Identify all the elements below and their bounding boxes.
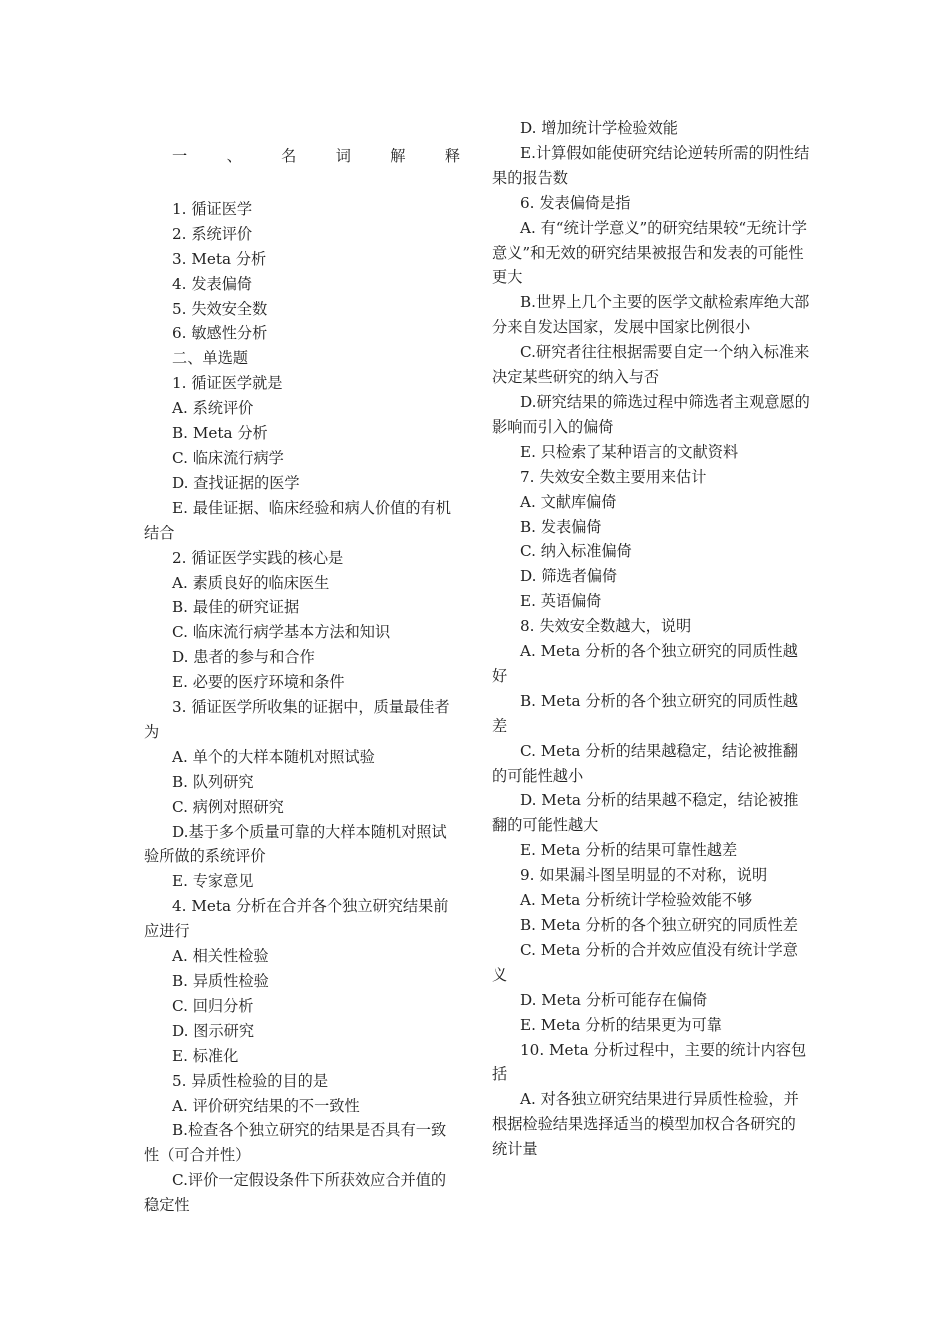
option: B. 最佳的研究证据 bbox=[172, 598, 300, 617]
option: E. 英语偏倚 bbox=[520, 592, 602, 611]
question: 5. 异质性检验的目的是 bbox=[172, 1071, 329, 1090]
option: A. 单个的大样本随机对照试验 bbox=[172, 747, 375, 766]
option: A. 素质良好的临床医生 bbox=[172, 573, 330, 592]
option: E. 标准化 bbox=[172, 1046, 239, 1065]
option: A. 系统评价 bbox=[172, 399, 254, 418]
option: D. Meta 分析可能存在偏倚 bbox=[520, 990, 708, 1009]
option: A. 对各独立研究结果进行异质性检验，并根据检验结果选择适当的模型加权合各研究的统计量 bbox=[492, 1090, 799, 1159]
option: C. 临床流行病学 bbox=[172, 448, 284, 467]
question: 9. 如果漏斗图呈明显的不对称，说明 bbox=[520, 866, 768, 885]
option: C. Meta 分析的合并效应值没有统计学意义 bbox=[492, 940, 798, 984]
option: E. 只检索了某种语言的文献资料 bbox=[520, 442, 739, 461]
option: D. 患者的参与和合作 bbox=[172, 648, 315, 667]
option: C. 回归分析 bbox=[172, 996, 254, 1015]
left-column bbox=[144, 144, 460, 1218]
option: B.检查各个独立研究的结果是否具有一致性（可合并性） bbox=[144, 1121, 447, 1165]
option: D.研究结果的筛选过程中筛选者主观意愿的影响而引入的偏倚 bbox=[492, 392, 810, 436]
section-heading-terms bbox=[144, 144, 460, 169]
option: B. Meta 分析的各个独立研究的同质性差 bbox=[520, 916, 798, 934]
option: C. 病例对照研究 bbox=[172, 797, 284, 816]
option: C. Meta 分析的结果越稳定，结论被推翻的可能性越小 bbox=[492, 741, 798, 785]
question: 4. Meta 分析在合并各个独立研究结果前应进行 bbox=[144, 897, 449, 941]
option: D. Meta 分析的结果越不稳定，结论被推翻的可能性越大 bbox=[492, 791, 799, 835]
heading-char: 、 bbox=[226, 147, 242, 165]
term-item: 3. Meta 分析 bbox=[172, 249, 267, 268]
option: C. 临床流行病学基本方法和知识 bbox=[172, 623, 391, 642]
option: E. Meta 分析的结果可靠性越差 bbox=[520, 841, 738, 860]
option: E.计算假如能使研究结论逆转所需的阴性结果的报告数 bbox=[492, 143, 810, 187]
term-item: 1. 循证医学 bbox=[172, 199, 253, 218]
term-item: 4. 发表偏倚 bbox=[172, 274, 253, 293]
heading-char: 一 bbox=[172, 147, 188, 165]
question: 6. 发表偏倚是指 bbox=[520, 193, 631, 212]
question: 7. 失效安全数主要用来估计 bbox=[520, 467, 707, 486]
question: 3. 循证医学所收集的证据中，质量最佳者为 bbox=[144, 698, 450, 741]
option: B. 异质性检验 bbox=[172, 972, 269, 990]
option: B. 队列研究 bbox=[172, 772, 254, 791]
option: E. 专家意见 bbox=[172, 872, 254, 891]
question: 2. 循证医学实践的核心是 bbox=[172, 548, 344, 567]
heading-char: 词 bbox=[335, 147, 351, 165]
heading-char: 名 bbox=[281, 147, 297, 165]
option: D.基于多个质量可靠的大样本随机对照试验所做的系统评价 bbox=[144, 822, 447, 866]
option: E. 最佳证据、临床经验和病人价值的有机结合 bbox=[144, 498, 451, 542]
option: A. Meta 分析的各个独立研究的同质性越好 bbox=[492, 642, 798, 685]
term-item: 2. 系统评价 bbox=[172, 224, 253, 243]
option: C.研究者往往根据需要自定一个纳入标准来决定某些研究的纳入与否 bbox=[492, 343, 810, 387]
right-column bbox=[492, 116, 810, 1162]
question: 1. 循证医学就是 bbox=[172, 374, 283, 393]
option: E. 必要的医疗环境和条件 bbox=[172, 673, 345, 692]
option: B. Meta 分析 bbox=[172, 424, 268, 443]
option: B. Meta 分析的各个独立研究的同质性越差 bbox=[492, 691, 798, 735]
question: 8. 失效安全数越大，说明 bbox=[520, 617, 692, 636]
question: 10. Meta 分析过程中，主要的统计内容包括 bbox=[492, 1040, 807, 1084]
term-item: 5. 失效安全数 bbox=[172, 299, 268, 318]
option: C.评价一定假设条件下所获效应合并值的稳定性 bbox=[144, 1171, 447, 1215]
option: A. 评价研究结果的不一致性 bbox=[172, 1096, 360, 1115]
option: A. Meta 分析统计学检验效能不够 bbox=[520, 891, 753, 910]
term-item: 6. 敏感性分析 bbox=[172, 324, 268, 343]
heading-char: 释 bbox=[444, 147, 460, 165]
spacer bbox=[144, 169, 460, 197]
option: E. Meta 分析的结果更为可靠 bbox=[520, 1015, 722, 1034]
section-heading-single-choice: 二、单选题 bbox=[172, 349, 248, 368]
option: C. 纳入标准偏倚 bbox=[520, 542, 632, 561]
option: D. 查找证据的医学 bbox=[172, 473, 300, 492]
option: D. 图示研究 bbox=[172, 1021, 255, 1040]
option: D. 增加统计学检验效能 bbox=[520, 119, 678, 137]
option: B.世界上几个主要的医学文献检索库绝大部分来自发达国家，发展中国家比例很小 bbox=[492, 293, 810, 337]
option: A. 有“统计学意义”的研究结果较“无统计学意义”和无效的研究结果被报告和发表的可能性更大 bbox=[492, 218, 807, 287]
option: D. 筛选者偏倚 bbox=[520, 567, 618, 586]
option: A. 相关性检验 bbox=[172, 947, 269, 966]
heading-char: 解 bbox=[390, 147, 406, 165]
option: A. 文献库偏倚 bbox=[520, 492, 617, 511]
option: B. 发表偏倚 bbox=[520, 517, 602, 536]
